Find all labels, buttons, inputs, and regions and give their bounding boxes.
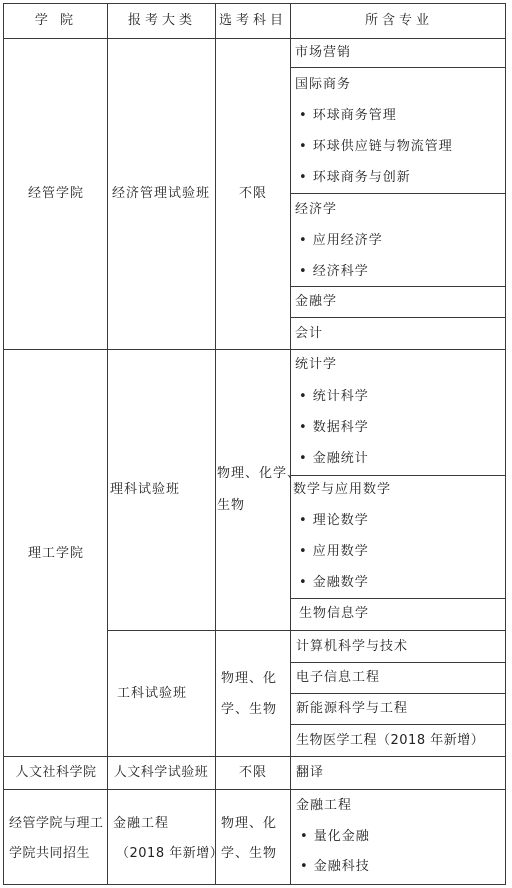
category-cell: 经济管理试验班 bbox=[111, 186, 211, 201]
subjects-cell: 学、生物 bbox=[221, 846, 278, 861]
college-cell: 经管学院 bbox=[27, 186, 85, 201]
major-item: • 统计科学 bbox=[299, 389, 369, 404]
major-item: 市场营销 bbox=[295, 45, 352, 60]
college-cell: 经管学院与理工 bbox=[9, 816, 104, 831]
major-divider bbox=[290, 67, 506, 68]
major-item: 金融学 bbox=[295, 294, 338, 309]
major-item: • 金融科技 bbox=[300, 859, 370, 874]
column-divider bbox=[215, 3, 216, 885]
category-cell: 工科试验班 bbox=[117, 686, 188, 701]
major-item: 国际商务 bbox=[295, 77, 352, 92]
subjects-cell: 不限 bbox=[238, 186, 268, 201]
major-divider bbox=[290, 193, 506, 194]
major-item: • 环球商务管理 bbox=[299, 108, 397, 123]
table-border-left bbox=[3, 3, 4, 885]
category-cell: 理科试验班 bbox=[110, 482, 181, 497]
major-item: 电子信息工程 bbox=[296, 670, 381, 685]
column-divider bbox=[290, 3, 291, 885]
major-item: 生物医学工程（2018 年新增） bbox=[296, 733, 485, 748]
category-cell: 金融工程 bbox=[113, 816, 170, 831]
table-border-right bbox=[505, 3, 506, 885]
college-cell: 学院共同招生 bbox=[9, 846, 91, 861]
header-subjects: 选考科目 bbox=[218, 13, 288, 28]
group-divider bbox=[3, 789, 506, 790]
major-item: 经济学 bbox=[295, 202, 338, 217]
major-item: 统计学 bbox=[295, 357, 338, 372]
major-divider bbox=[290, 475, 506, 476]
header-category: 报考大类 bbox=[127, 13, 197, 28]
column-divider bbox=[107, 3, 108, 885]
subjects-cell: 不限 bbox=[238, 765, 268, 780]
major-item: • 环球供应链与物流管理 bbox=[299, 139, 453, 154]
major-item: 新能源科学与工程 bbox=[296, 701, 409, 716]
college-cell: 人文社科学院 bbox=[15, 765, 97, 780]
header-divider bbox=[3, 38, 506, 39]
major-item: • 金融统计 bbox=[299, 451, 369, 466]
category-cell: （2018 年新增） bbox=[116, 846, 224, 861]
table-border-bottom bbox=[3, 884, 506, 885]
major-item: • 经济科学 bbox=[299, 264, 369, 279]
subjects-cell: 物理、化学、 bbox=[217, 466, 302, 481]
major-divider bbox=[290, 662, 506, 663]
major-item: 翻译 bbox=[296, 765, 325, 780]
group-divider bbox=[107, 630, 506, 631]
major-divider bbox=[290, 286, 506, 287]
subjects-cell: 学、生物 bbox=[221, 702, 278, 717]
major-item: • 应用数学 bbox=[299, 544, 369, 559]
major-item: • 环球商务与创新 bbox=[299, 170, 411, 185]
college-cell: 理工学院 bbox=[27, 546, 85, 561]
major-item: 会计 bbox=[295, 326, 324, 341]
subjects-cell: 生物 bbox=[217, 498, 246, 513]
major-item: • 量化金融 bbox=[300, 829, 370, 844]
major-item: • 理论数学 bbox=[299, 513, 369, 528]
major-divider bbox=[290, 598, 506, 599]
major-divider bbox=[290, 693, 506, 694]
header-majors: 所含专业 bbox=[364, 13, 434, 28]
group-divider bbox=[3, 756, 506, 757]
major-divider bbox=[290, 317, 506, 318]
subjects-cell: 物理、化 bbox=[221, 816, 278, 831]
major-divider bbox=[290, 724, 506, 725]
major-item: 金融工程 bbox=[296, 798, 353, 813]
subjects-cell: 物理、化 bbox=[221, 671, 278, 686]
header-college: 学 院 bbox=[34, 13, 78, 28]
major-item: • 金融数学 bbox=[299, 575, 369, 590]
major-item: 生物信息学 bbox=[299, 606, 370, 621]
major-item: • 数据科学 bbox=[299, 420, 369, 435]
category-cell: 人文科学试验班 bbox=[113, 765, 209, 780]
major-item: • 应用经济学 bbox=[299, 233, 383, 248]
table-border-top bbox=[3, 3, 506, 4]
major-item: 计算机科学与技术 bbox=[296, 639, 409, 654]
group-divider bbox=[3, 349, 506, 350]
major-item: 数学与应用数学 bbox=[293, 482, 392, 497]
